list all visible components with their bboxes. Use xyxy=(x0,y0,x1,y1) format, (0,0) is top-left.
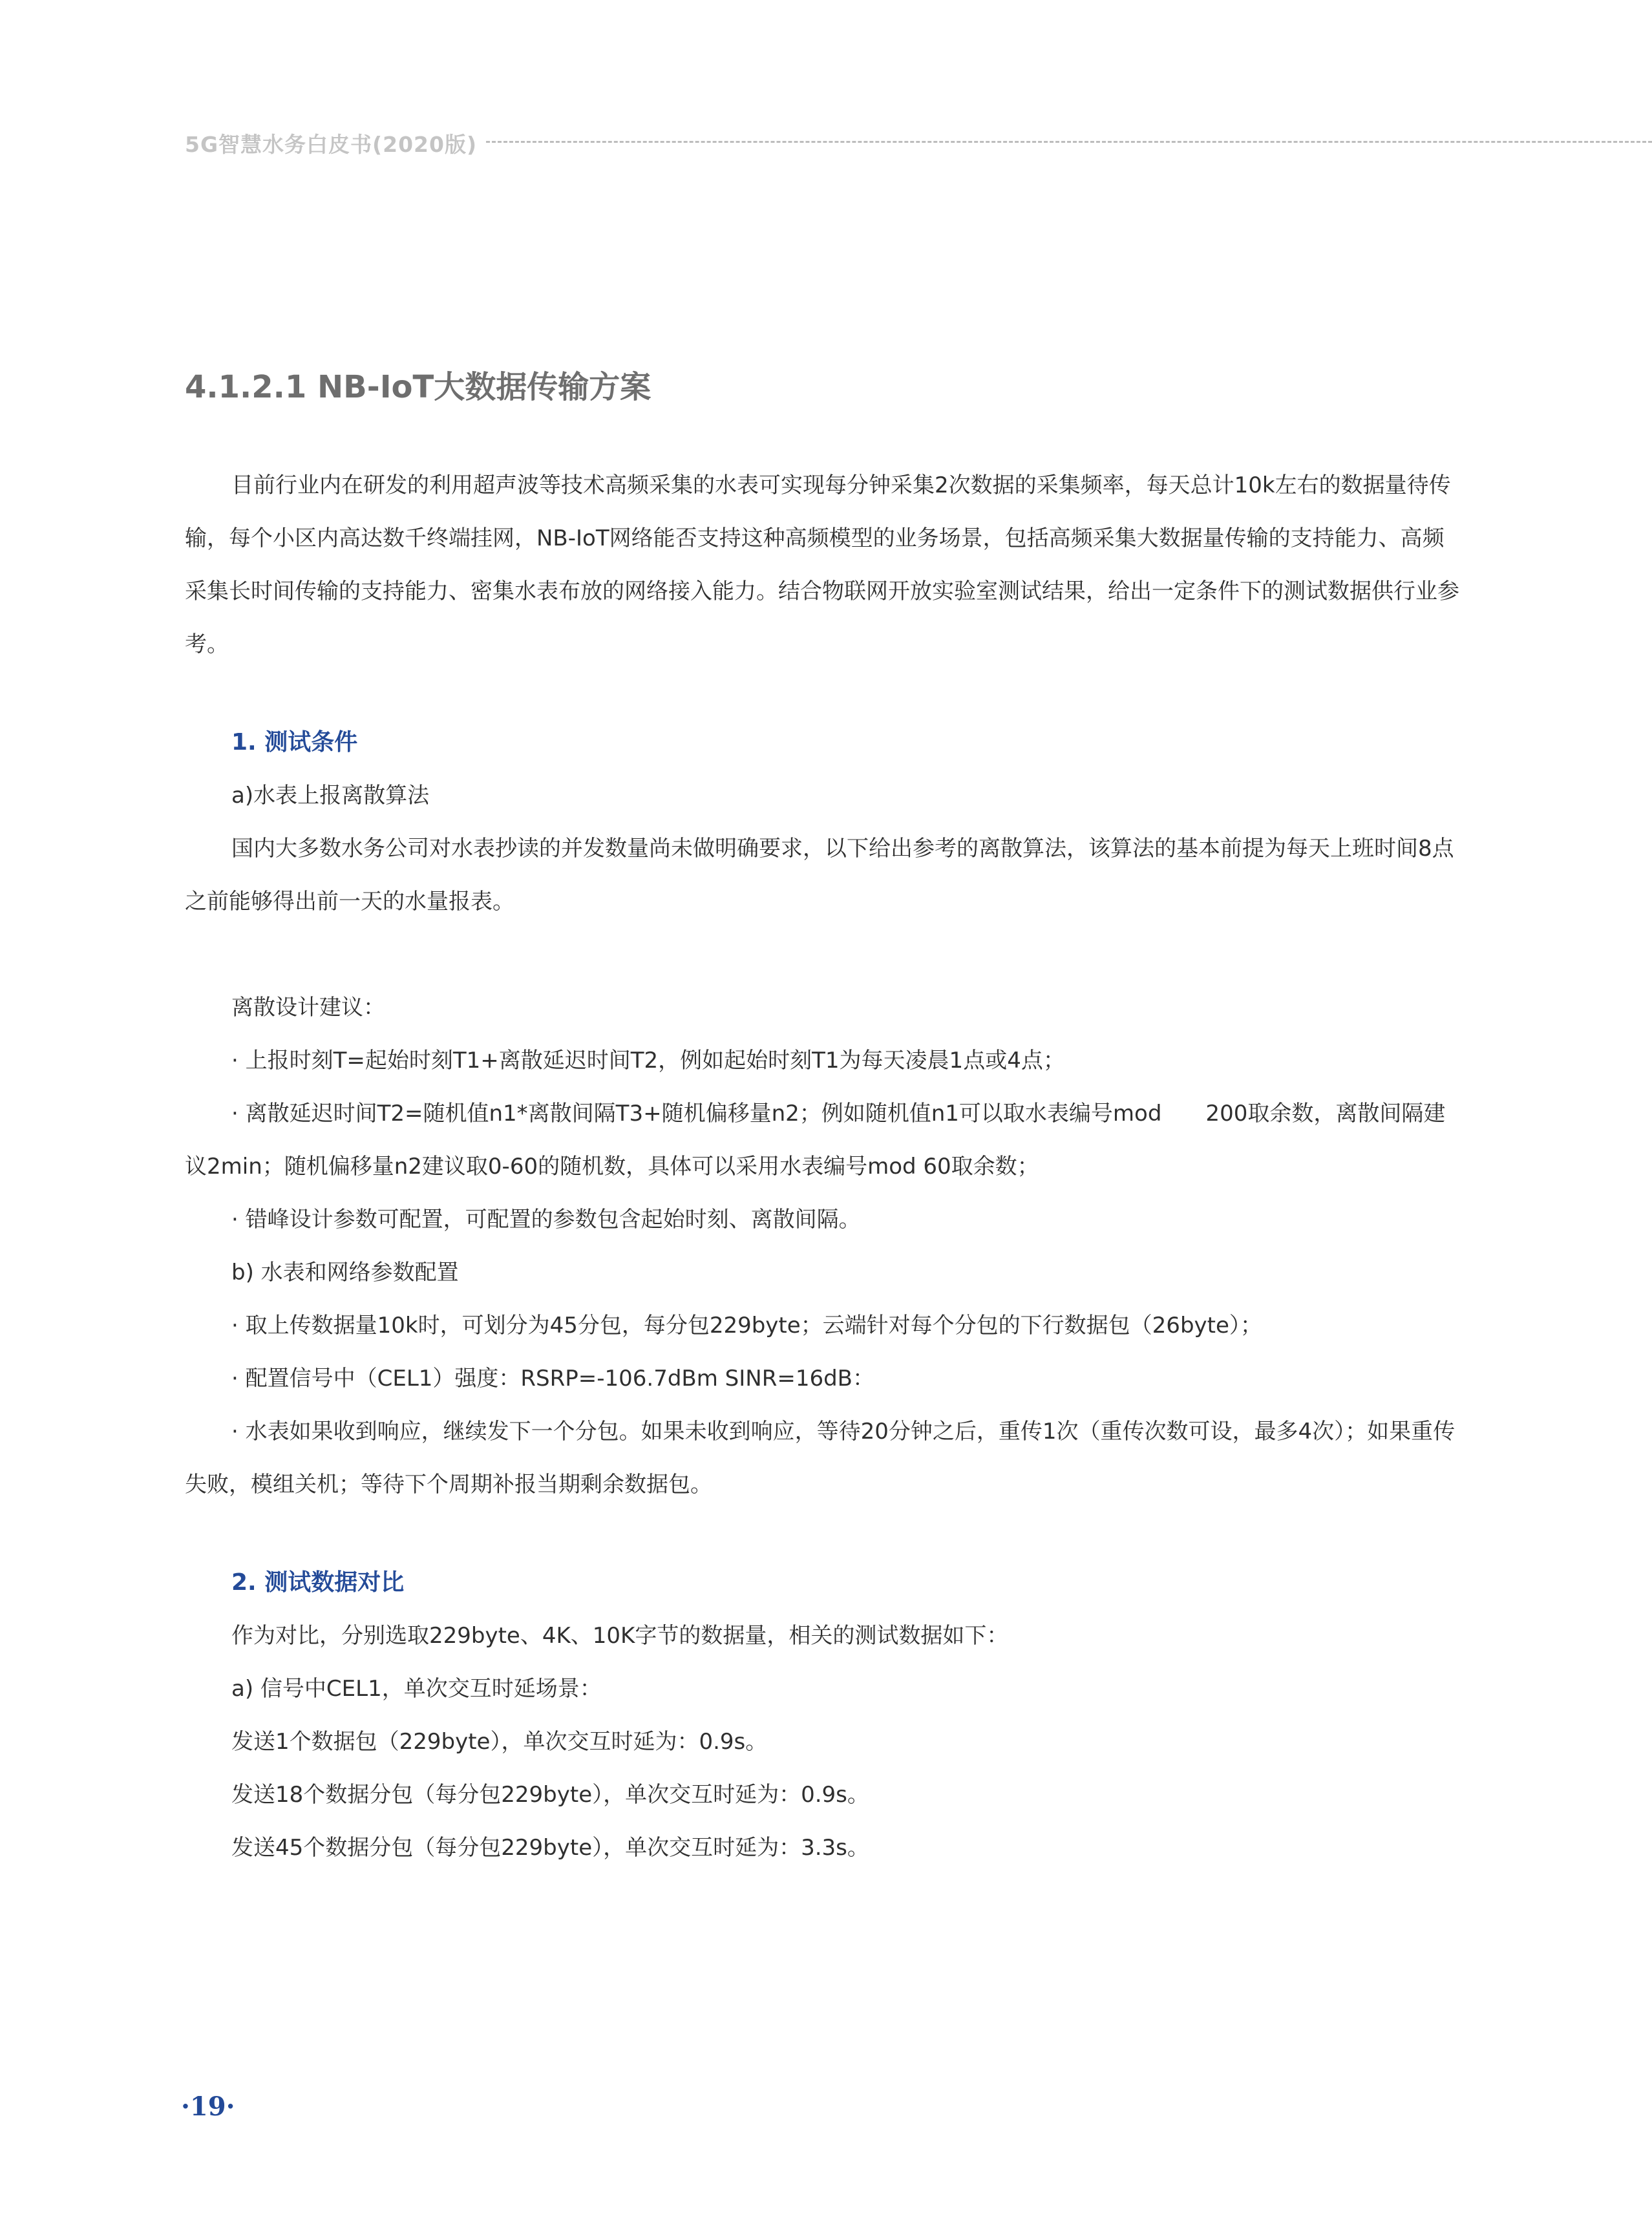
list-item: · 上报时刻T=起始时刻T1+离散延迟时间T2，例如起始时刻T1为每天凌晨1点或4点； xyxy=(231,1048,1065,1074)
subheading-latency-scenario: a) 信号中CEL1，单次交互时延场景： xyxy=(231,1676,602,1702)
header-title: 5G智慧水务白皮书(2020版) xyxy=(185,132,478,157)
list-item: · 错峰设计参数可配置，可配置的参数包含起始时刻、离散间隔。 xyxy=(231,1207,861,1233)
design-label: 离散设计建议： xyxy=(231,995,385,1021)
spacer xyxy=(185,928,1466,981)
page-number: ·19· xyxy=(181,2091,235,2122)
comparison-intro: 作为对比，分别选取229byte、4K、10K字节的数据量，相关的测试数据如下： xyxy=(231,1623,1009,1649)
list-item: · 取上传数据量10k时，可划分为45分包，每分包229byte；云端针对每个分包的下行数据包（26byte）； xyxy=(231,1313,1262,1338)
result-line: 发送45个数据分包（每分包229byte），单次交互时延为：3.3s。 xyxy=(231,1835,869,1861)
result-line: 发送1个数据包（229byte），单次交互时延为：0.9s。 xyxy=(231,1729,768,1755)
list-item: · 离散延迟时间T2=随机值n1*离散间隔T3+随机偏移量n2；例如随机值n1可以取水表编号mod 200取余数，离散间隔建议2min；随机偏移量n2建议取0-60的随机数，具体可以采用水表编号mod 60取余数； xyxy=(185,1101,1446,1180)
result-line: 发送18个数据分包（每分包229byte），单次交互时延为：0.9s。 xyxy=(231,1782,869,1808)
heading-test-conditions: 1. 测试条件 xyxy=(231,729,358,756)
intro-paragraph: 目前行业内在研发的利用超声波等技术高频采集的水表可实现每分钟采集2次数据的采集频率，每天总计10k左右的数据量待传输，每个小区内高达数千终端挂网，NB-IoT网络能否支持这种高频模型的业务场景，包括高频采集大数据量传输的支持能力、高频采集长时间传输的支持能力、密集水表布放的网络接入能力。结合物联网开放实验室测试结果，给出一定条件下的测试数据供行业参考。 xyxy=(185,472,1459,657)
spacer xyxy=(185,1511,1466,1556)
heading-test-data-comparison: 2. 测试数据对比 xyxy=(231,1569,405,1596)
section-title: 4.1.2.1 NB-IoT大数据传输方案 xyxy=(185,369,651,405)
header-dashed-rule xyxy=(486,141,1652,143)
list-item: · 配置信号中（CEL1）强度：RSRP=-106.7dBm SINR=16dB： xyxy=(231,1366,874,1391)
subheading-network-config: b) 水表和网络参数配置 xyxy=(231,1260,459,1286)
list-item: · 水表如果收到响应，继续发下一个分包。如果未收到响应，等待20分钟之后，重传1次（重传次数可设，最多4次）；如果重传失败，模组关机；等待下个周期补报当期剩余数据包。 xyxy=(185,1419,1456,1497)
paragraph-discrete-algorithm: 国内大多数水务公司对水表抄读的并发数量尚未做明确要求，以下给出参考的离散算法，该算法的基本前提为每天上班时间8点之前能够得出前一天的水量报表。 xyxy=(185,836,1454,915)
subheading-discrete-algorithm: a)水表上报离散算法 xyxy=(231,783,430,809)
body-content xyxy=(185,459,1466,1874)
spacer xyxy=(185,671,1466,716)
page-header xyxy=(185,128,1652,160)
